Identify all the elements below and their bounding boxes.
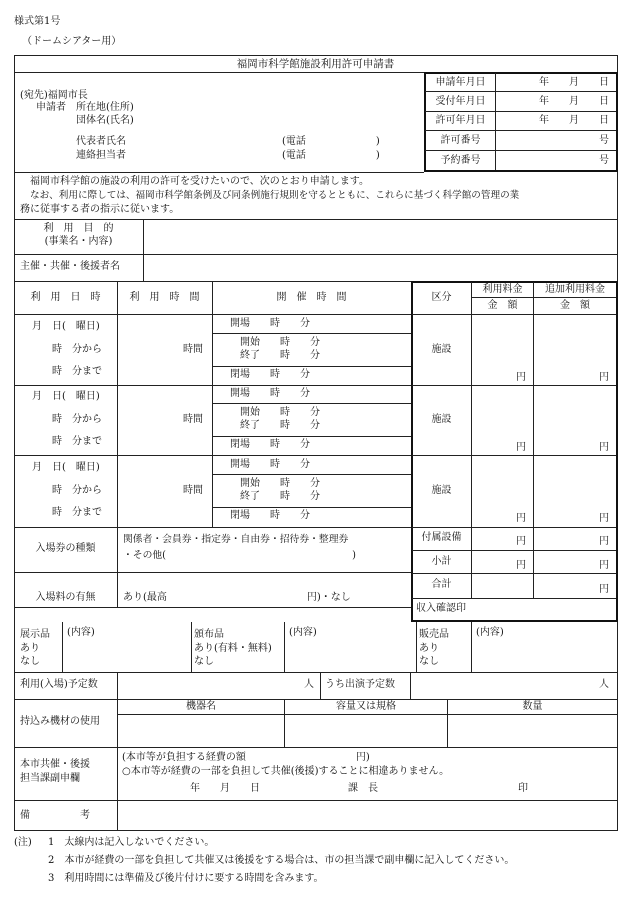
ticket-type-other[interactable]: ・その他( ) [123,550,356,561]
yen-unit: 円 [599,513,609,524]
hours-unit: 時間 [183,485,203,496]
yen-unit: 円 [599,560,609,571]
office-row-value: 号 [599,155,609,166]
to-time-field[interactable]: 時 分まで [52,507,102,518]
admission-fee-field[interactable]: あり(最高 円)・なし [123,592,351,603]
shop-content[interactable]: (内容) [476,627,504,638]
office-row-value: 年 月 日 [539,96,609,107]
yen-unit: 円 [599,372,609,383]
form-variant: （ドームシアター用） [22,36,122,47]
start-time-field[interactable]: 開始 時 分 [240,407,320,418]
date-field[interactable]: 月 日( 曜日) [32,391,100,402]
from-time-field[interactable]: 時 分から [52,414,102,425]
representative-label: 代表者氏名 [76,136,126,147]
office-row-value: 号 [599,135,609,146]
hours-unit: 時間 [183,344,203,355]
shop-no[interactable]: なし [419,656,439,667]
notes-prefix: (注) [14,837,32,848]
yen-unit: 円 [516,372,526,383]
note-item: 3 利用時間には準備及び後片付けに要する時間を含みます。 [48,873,324,884]
exhibit-yes[interactable]: あり [20,643,40,654]
fee-col-extra: 追加利用料金 [545,284,605,295]
yen-unit: 円 [599,584,609,595]
attendance-unit: 人 [304,679,314,690]
col-header-date: 利 用 日 時 [30,292,101,303]
section-chief-label: 課 長 [348,783,378,794]
fee-col-extra-amount: 金 額 [560,300,590,311]
distribution-content[interactable]: (内容) [289,627,317,638]
office-row-label: 予約番号 [440,155,481,166]
office-row-value: 年 月 日 [539,115,609,126]
doors-open-field[interactable]: 開場 時 分 [230,318,310,329]
request-text-1: 福岡市科学館の施設の利用の許可を受けたいので、次のとおり申請します。 [30,176,369,187]
to-time-field[interactable]: 時 分まで [52,436,102,447]
distribution-yes[interactable]: あり(有料・無料) [194,643,272,654]
equipment-col-spec: 容量又は規格 [336,701,396,712]
fee-col-usage: 利用料金 [482,284,523,295]
exhibit-label: 展示品 [20,629,50,640]
doors-close-field[interactable]: 閉場 時 分 [230,369,310,380]
fee-col-usage-amount: 金 額 [487,300,518,311]
cosponsor-label: 本市共催・後援 [20,759,90,770]
contact-person-label: 連絡担当者 [76,150,126,161]
shop-label: 販売品 [419,629,449,640]
phone-field-1[interactable]: (電話 ) [282,136,380,147]
sponsor-label: 主催・共催・後援者名 [20,261,120,272]
yen-unit: 円 [599,536,609,547]
hours-unit: 時間 [183,414,203,425]
performers-label: うち出演予定数 [325,679,395,690]
note-item: 1 太線内は記入しないでください。 [48,837,215,848]
end-time-field[interactable]: 終了 時 分 [240,420,320,431]
admission-fee-label: 入場料の有無 [35,592,96,603]
distribution-label: 頒布品 [194,629,224,640]
col-header-event: 開 催 時 間 [276,292,347,303]
yen-unit: 円 [516,442,526,453]
doors-close-field[interactable]: 閉場 時 分 [230,510,310,521]
attendance-label: 利用(入場)予定数 [20,679,98,690]
seal-mark: 印 [518,783,528,794]
total-label: 合計 [431,579,452,590]
shop-yes[interactable]: あり [419,643,439,654]
yen-unit: 円 [516,536,526,547]
address-label: 所在地(住所) [76,102,134,113]
end-time-field[interactable]: 終了 時 分 [240,350,320,361]
ticket-type-label: 入場券の種類 [35,543,96,554]
applicant-label: 申請者 [36,102,66,113]
cosponsor-statement: ○本市等が経費の一部を負担して共催(後援)することに相違ありません。 [122,766,450,777]
end-time-field[interactable]: 終了 時 分 [240,491,320,502]
office-row-label: 許可年月日 [435,115,486,126]
yen-unit: 円 [599,442,609,453]
purpose-label: 利 用 目 的 [43,223,114,234]
col-header-time: 利 用 時 間 [129,292,200,303]
addressee: (宛先)福岡市長 [20,90,88,101]
form-number: 様式第1号 [14,16,61,27]
org-name-label: 団体名(氏名) [76,115,134,126]
equipment-fee-label: 付属設備 [421,532,462,543]
subtotal-label: 小計 [431,556,452,567]
exhibit-no[interactable]: なし [20,656,40,667]
start-time-field[interactable]: 開始 時 分 [240,478,320,489]
office-row-label: 申請年月日 [435,77,486,88]
form-title: 福岡市科学館施設利用許可申請書 [236,58,395,70]
performers-unit: 人 [599,679,609,690]
date-field[interactable]: 月 日( 曜日) [32,321,100,332]
request-text-2: なお、利用に際しては、福岡市科学館条例及び同条例施行規則を守るとともに、これらに基づく科学館の管理の業 [30,190,520,201]
purpose-sublabel: (事業名・内容) [44,236,113,247]
facility-label: 施設 [431,344,452,355]
yen-unit: 円 [516,560,526,571]
from-time-field[interactable]: 時 分から [52,344,102,355]
ticket-type-options[interactable]: 関係者・会員券・指定券・自由券・招待券・整理券 [123,534,349,545]
facility-label: 施設 [431,485,452,496]
receipt-stamp-label: 収入確認印 [416,603,466,614]
equipment-col-quantity: 数量 [522,701,543,712]
to-time-field[interactable]: 時 分まで [52,366,102,377]
facility-label: 施設 [431,414,452,425]
office-row-label: 許可番号 [440,135,481,146]
office-row-value: 年 月 日 [539,77,609,88]
remarks-label: 備 考 [20,810,90,821]
request-text-3: 務に従事する者の指示に従います。 [20,204,180,215]
equipment-use-label: 持込み機材の使用 [20,716,100,727]
note-item: 2 本市が経費の一部を負担して共催又は後援をする場合は、市の担当課で副申欄に記入してください。 [48,855,515,866]
yen-unit: 円 [516,513,526,524]
cosponsor-date-field[interactable]: 年 月 日 [190,783,260,794]
cosponsor-cost-field[interactable]: (本市等が負担する経費の額 円) [122,752,370,763]
fee-col-category: 区分 [431,292,452,303]
doors-close-field[interactable]: 閉場 時 分 [230,439,310,450]
date-field[interactable]: 月 日( 曜日) [32,462,100,473]
phone-field-2[interactable]: (電話 ) [282,150,380,161]
doors-open-field[interactable]: 開場 時 分 [230,388,310,399]
equipment-col-name: 機器名 [186,701,216,712]
doors-open-field[interactable]: 開場 時 分 [230,459,310,470]
office-row-label: 受付年月日 [435,96,486,107]
from-time-field[interactable]: 時 分から [52,485,102,496]
start-time-field[interactable]: 開始 時 分 [240,337,320,348]
distribution-no[interactable]: なし [194,656,214,667]
exhibit-content[interactable]: (内容) [67,627,95,638]
cosponsor-sublabel: 担当課副申欄 [20,773,80,784]
